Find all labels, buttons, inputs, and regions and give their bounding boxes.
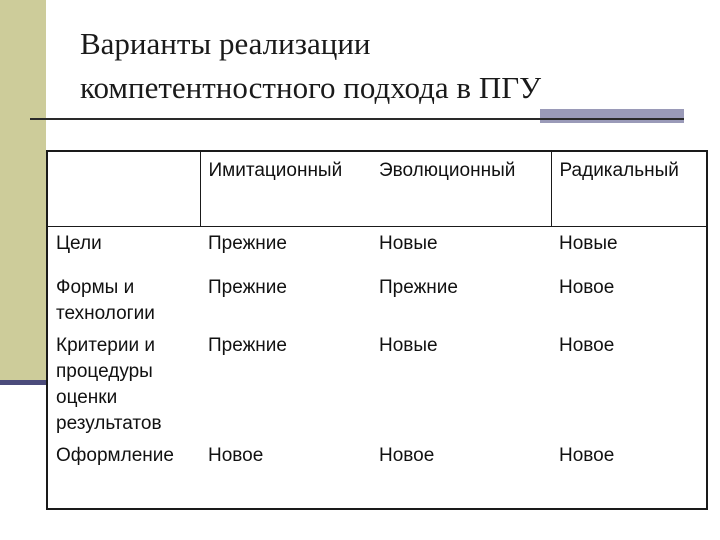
- table-cell: Прежние: [208, 233, 287, 254]
- table-row: [48, 227, 706, 272]
- table-cell: Новые: [379, 233, 438, 254]
- title-line-2: компетентностного подхода в ПГУ: [80, 70, 542, 105]
- table-header-row: [48, 152, 706, 227]
- header-cell-radical: Радикальный: [551, 152, 706, 227]
- slide-title: [80, 22, 541, 110]
- table-cell: Прежние: [208, 335, 287, 356]
- table-grid: [48, 152, 706, 508]
- decorative-sidebar: [0, 0, 46, 380]
- table-cell: Новое: [559, 277, 615, 298]
- row-label: Формы и технологии: [56, 277, 155, 324]
- table-cell: Новые: [559, 233, 618, 254]
- table-cell: Прежние: [208, 277, 287, 298]
- header-cell-evolution: Эволюционный: [371, 152, 551, 227]
- table-cell: Новое: [208, 445, 264, 466]
- header-cell-imitation: Имитационный: [200, 152, 371, 227]
- table-row: [48, 329, 706, 439]
- title-rule-line: [30, 118, 684, 120]
- table-row: [48, 439, 706, 508]
- row-label: Критерии и процедуры оценки результатов: [56, 335, 162, 434]
- table-cell: Прежние: [379, 277, 458, 298]
- table-row: [48, 271, 706, 329]
- sidebar-accent-stripe: [0, 380, 46, 385]
- row-label: Оформление: [56, 445, 174, 466]
- row-label: Цели: [56, 233, 102, 254]
- title-line-1: Варианты реализации: [80, 26, 371, 61]
- table-cell: Новые: [379, 335, 438, 356]
- title-rule-block: [540, 109, 684, 123]
- table-cell: Новое: [559, 445, 615, 466]
- comparison-table: [46, 150, 708, 510]
- header-cell-empty: [48, 152, 200, 227]
- table-cell: Новое: [559, 335, 615, 356]
- table-cell: Новое: [379, 445, 435, 466]
